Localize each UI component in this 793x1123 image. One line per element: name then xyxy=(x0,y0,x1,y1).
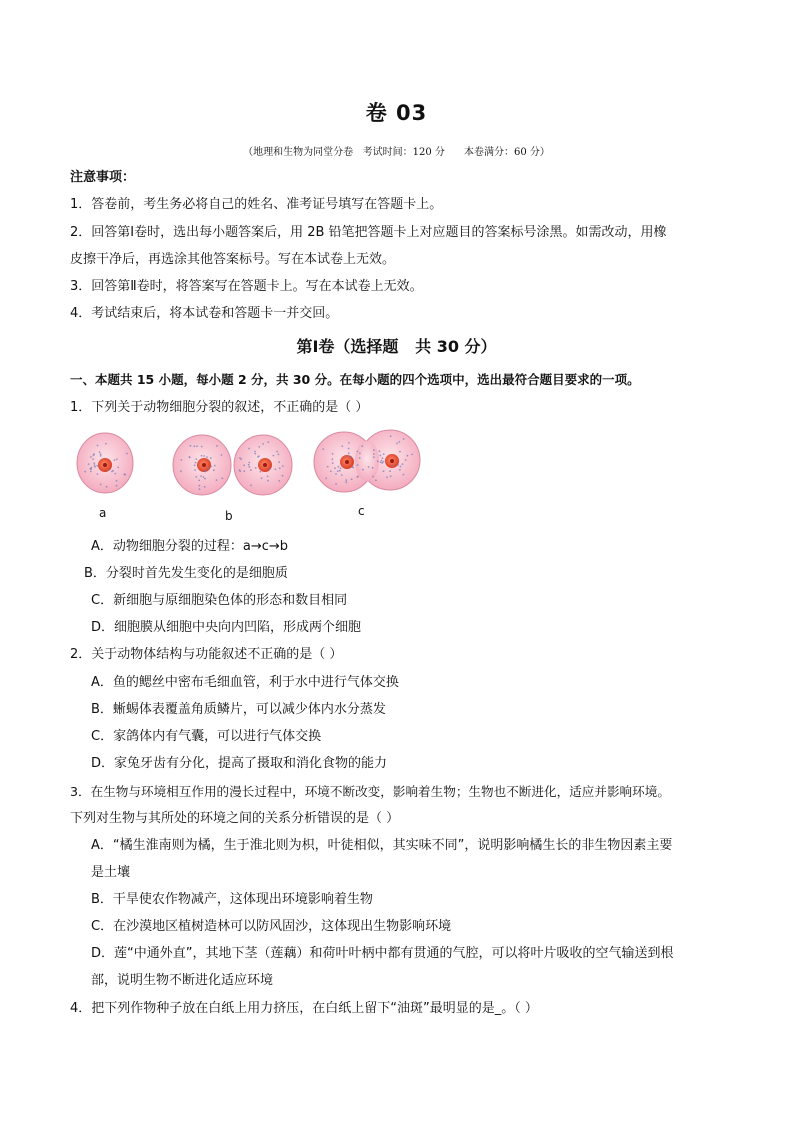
cytoplasm-dot xyxy=(334,467,336,469)
cell-a xyxy=(77,433,133,493)
cytoplasm-dot xyxy=(254,453,256,455)
cytoplasm-dot xyxy=(380,461,382,463)
cytoplasm-dot xyxy=(203,476,205,478)
cytoplasm-dot xyxy=(200,475,202,477)
cytoplasm-dot xyxy=(335,483,337,485)
cytoplasm-dot xyxy=(348,448,350,450)
figure-label-a: a xyxy=(99,506,107,520)
cytoplasm-dot xyxy=(196,445,198,447)
cytoplasm-dot xyxy=(359,457,361,459)
cytoplasm-dot xyxy=(88,463,90,465)
cytoplasm-dot xyxy=(93,453,95,455)
question-3-option-a: A．“橘生淮南则为橘，生于淮北则为枳，叶徒相似，其实味不同”，说明影响橘生长的非生物因素主要 xyxy=(91,838,673,853)
question-2-option-c: C．家鸽体内有气囊，可以进行气体交换 xyxy=(91,729,322,744)
question-1-option-a: A．动物细胞分裂的过程：a→c→b xyxy=(91,539,289,554)
cytoplasm-dot xyxy=(210,457,212,459)
cytoplasm-dot xyxy=(273,455,275,457)
cytoplasm-dot xyxy=(204,478,206,480)
cytoplasm-dot xyxy=(379,450,381,452)
cytoplasm-dot xyxy=(261,477,263,479)
question-2-option-a: A．鱼的鳃丝中密布毛细血管，利于水中进行气体交换 xyxy=(91,675,399,690)
cytoplasm-dot xyxy=(348,442,350,444)
cytoplasm-dot xyxy=(337,466,339,468)
cytoplasm-dot xyxy=(248,462,250,464)
cytoplasm-dot xyxy=(221,454,223,456)
question-3-stem: 3．在生物与环境相互作用的漫长过程中，环境不断改变，影响着生物；生物也不断进化，适应并影响环境。 xyxy=(70,784,670,799)
cytoplasm-dot xyxy=(274,468,276,470)
cytoplasm-dot xyxy=(267,441,269,443)
notice-item-2-cont: 皮擦干净后，再选涂其他答案标号。写在本试卷上无效。 xyxy=(70,252,396,267)
question-1-option-b: B．分裂时首先发生变化的是细胞质 xyxy=(84,566,288,581)
question-2-option-d: D．家兔牙齿有分化，提高了摄取和消化食物的能力 xyxy=(91,756,388,771)
cytoplasm-dot xyxy=(379,455,381,457)
cytoplasm-dot xyxy=(362,469,364,471)
question-2-stem: 2．关于动物体结构与功能叙述不正确的是（ ） xyxy=(70,647,343,662)
question-3-option-d-cont: 部，说明生物不断进化适应环境 xyxy=(91,973,274,988)
cytoplasm-dot xyxy=(357,451,359,453)
cytoplasm-dot xyxy=(248,464,250,466)
cytoplasm-dot xyxy=(116,480,118,482)
cytoplasm-dot xyxy=(407,455,409,457)
cytoplasm-dot xyxy=(390,435,392,437)
question-3-option-b: B．干旱使农作物减产，这体现出环境影响着生物 xyxy=(91,892,373,907)
cytoplasm-dot xyxy=(243,470,245,472)
cytoplasm-dot xyxy=(282,475,284,477)
cytoplasm-dot xyxy=(361,445,363,447)
exam-info: （地理和生物为同堂分卷 考试时间：120 分 本卷满分：60 分） xyxy=(243,147,550,158)
cytoplasm-dot xyxy=(372,467,374,469)
cytoplasm-dot xyxy=(269,468,271,470)
cytoplasm-dot xyxy=(99,451,101,453)
question-3-stem-cont: 下列对生物与其所处的环境之间的关系分析错误的是（ ） xyxy=(70,811,400,826)
cytoplasm-dot xyxy=(91,467,93,469)
cytoplasm-dot xyxy=(250,484,252,486)
question-2-option-b: B．蜥蜴体表覆盖角质鳞片，可以减少体内水分蒸发 xyxy=(91,702,386,717)
cytoplasm-dot xyxy=(383,470,385,472)
cytoplasm-dot xyxy=(97,473,99,475)
cytoplasm-dot xyxy=(97,445,99,447)
cytoplasm-dot xyxy=(335,473,337,475)
cytoplasm-dot xyxy=(189,445,191,447)
cytoplasm-dot xyxy=(262,443,264,445)
cytoplasm-dot xyxy=(267,480,269,482)
cytoplasm-dot xyxy=(339,470,341,472)
cytoplasm-dot xyxy=(373,456,375,458)
cytoplasm-dot xyxy=(393,465,395,467)
cytoplasm-dot xyxy=(92,458,94,460)
cytoplasm-dot xyxy=(403,474,405,476)
cytoplasm-dot xyxy=(352,467,354,469)
cell-division-diagram xyxy=(76,428,436,528)
cytoplasm-dot xyxy=(325,477,327,479)
cytoplasm-dot xyxy=(351,478,353,480)
cytoplasm-dot xyxy=(180,470,182,472)
cytoplasm-dot xyxy=(373,453,375,455)
cytoplasm-dot xyxy=(377,460,379,462)
cytoplasm-dot xyxy=(330,470,332,472)
cytoplasm-dot xyxy=(111,471,113,473)
cytoplasm-dot xyxy=(383,461,385,463)
question-3-option-d: D．莲“中通外直”，其地下茎（莲藕）和荷叶叶柄中都有贯通的气腔，可以将叶片吸收的空气输送到根 xyxy=(91,946,674,961)
cytoplasm-dot xyxy=(195,476,197,478)
cytoplasm-dot xyxy=(213,469,215,471)
cytoplasm-dot xyxy=(248,466,250,468)
cytoplasm-dot xyxy=(282,465,284,467)
cytoplasm-dot xyxy=(214,465,216,467)
cytoplasm-dot xyxy=(382,457,384,459)
notice-item-4: 4．考试结束后，将本试卷和答题卡一并交回。 xyxy=(70,306,339,321)
question-4-stem: 4．把下列作物种子放在白纸上用力挤压，在白纸上留下“油斑”最明显的是_。（ ） xyxy=(70,1001,538,1016)
cytoplasm-dot xyxy=(94,466,96,468)
cytoplasm-dot xyxy=(341,474,343,476)
cell-division-figure xyxy=(76,428,436,528)
cytoplasm-dot xyxy=(402,463,404,465)
cytoplasm-dot xyxy=(114,459,116,461)
cytoplasm-dot xyxy=(399,441,401,443)
cytoplasm-dot xyxy=(193,445,195,447)
cytoplasm-dot xyxy=(397,464,399,466)
cytoplasm-dot xyxy=(206,456,208,458)
cytoplasm-dot xyxy=(204,486,206,488)
cytoplasm-dot xyxy=(254,451,256,453)
cytoplasm-dot xyxy=(356,476,358,478)
cytoplasm-dot xyxy=(345,479,347,481)
cytoplasm-dot xyxy=(199,488,201,490)
cytoplasm-dot xyxy=(372,476,374,478)
figure-label-c: c xyxy=(358,504,365,518)
cell-b-left xyxy=(173,435,231,495)
cytoplasm-dot xyxy=(243,464,245,466)
notice-item-3: 3．回答第Ⅱ卷时，将答案写在答题卡上。写在本试卷上无效。 xyxy=(70,279,423,294)
cytoplasm-dot xyxy=(93,462,95,464)
cytoplasm-dot xyxy=(373,449,375,451)
question-1-option-d: D．细胞膜从细胞中央向内凹陷，形成两个细胞 xyxy=(91,620,362,635)
cytoplasm-dot xyxy=(201,455,203,457)
cytoplasm-dot xyxy=(116,458,118,460)
cytoplasm-dot xyxy=(258,455,260,457)
cytoplasm-dot xyxy=(100,453,102,455)
cytoplasm-dot xyxy=(405,459,407,461)
cytoplasm-dot xyxy=(359,452,361,454)
question-1-stem: 1．下列关于动物细胞分裂的叙述，不正确的是（ ） xyxy=(70,400,369,415)
cytoplasm-dot xyxy=(216,445,218,447)
cytoplasm-dot xyxy=(347,455,349,457)
cytoplasm-dot xyxy=(389,470,391,472)
figure-label-b: b xyxy=(225,509,233,523)
cytoplasm-dot xyxy=(411,454,413,456)
notice-item-2: 2．回答第Ⅰ卷时，选出每小题答案后，用 2B 铅笔把答题卡上对应题目的答案标号涂黑。如需改动，用橡 xyxy=(70,225,667,240)
question-3-option-a-cont: 是土壤 xyxy=(91,865,131,880)
cytoplasm-dot xyxy=(350,456,352,458)
cytoplasm-dot xyxy=(259,471,261,473)
cytoplasm-dot xyxy=(90,456,92,458)
cytoplasm-dot xyxy=(117,467,119,469)
cytoplasm-dot xyxy=(332,458,334,460)
cytoplasm-dot xyxy=(383,453,385,455)
notice-heading: 注意事项： xyxy=(70,170,136,185)
cytoplasm-dot xyxy=(189,456,191,458)
cytoplasm-dot xyxy=(396,443,398,445)
cytoplasm-dot xyxy=(100,484,102,486)
cytoplasm-dot xyxy=(341,445,343,447)
cytoplasm-dot xyxy=(210,466,212,468)
cytoplasm-dot xyxy=(239,457,241,459)
cytoplasm-dot xyxy=(84,471,86,473)
cytoplasm-dot xyxy=(327,466,329,468)
cytoplasm-dot xyxy=(390,475,392,477)
cytoplasm-dot xyxy=(403,438,405,440)
cytoplasm-dot xyxy=(400,466,402,468)
cytoplasm-dot xyxy=(255,467,257,469)
cytoplasm-dot xyxy=(221,477,223,479)
cytoplasm-dot xyxy=(278,480,280,482)
cytoplasm-dot xyxy=(116,485,118,487)
cytoplasm-dot xyxy=(332,453,334,455)
cytoplasm-dot xyxy=(248,448,250,450)
cytoplasm-dot xyxy=(322,448,324,450)
cytoplasm-dot xyxy=(216,479,218,481)
cytoplasm-dot xyxy=(278,454,280,456)
cytoplasm-dot xyxy=(90,471,92,473)
cytoplasm-dot xyxy=(96,465,98,467)
cytoplasm-dot xyxy=(340,467,342,469)
cytoplasm-dot xyxy=(368,466,370,468)
cytoplasm-dot xyxy=(195,462,197,464)
cytoplasm-dot xyxy=(332,462,334,464)
cytoplasm-dot xyxy=(203,455,205,457)
cytoplasm-dot xyxy=(357,464,359,466)
cytoplasm-dot xyxy=(106,486,108,488)
cytoplasm-dot xyxy=(239,469,241,471)
cytoplasm-dot xyxy=(337,470,339,472)
question-3-option-c: C．在沙漠地区植树造林可以防风固沙，这体现出生物影响环境 xyxy=(91,919,452,934)
cytoplasm-dot xyxy=(107,469,109,471)
cytoplasm-dot xyxy=(105,443,107,445)
cytoplasm-dot xyxy=(115,473,117,475)
cytoplasm-dot xyxy=(399,469,401,471)
cytoplasm-dot xyxy=(195,458,197,460)
cytoplasm-dot xyxy=(94,464,96,466)
cytoplasm-dot xyxy=(124,474,126,476)
section-instruction: 一、本题共 15 小题，每小题 2 分，共 30 分。在每小题的四个选项中，选出最符合题目要求的一项。 xyxy=(70,372,640,387)
cytoplasm-dot xyxy=(386,476,388,478)
cytoplasm-dot xyxy=(258,446,260,448)
cytoplasm-dot xyxy=(194,469,196,471)
cytoplasm-dot xyxy=(276,451,278,453)
cytoplasm-dot xyxy=(198,480,200,482)
cytoplasm-dot xyxy=(194,464,196,466)
cytoplasm-dot xyxy=(381,460,383,462)
cytoplasm-dot xyxy=(267,476,269,478)
cytoplasm-dot xyxy=(181,459,183,461)
notice-item-1: 1．答卷前，考生务必将自己的姓名、准考证号填写在答题卡上。 xyxy=(70,197,443,212)
question-1-option-c: C．新细胞与原细胞染色体的形态和数目相同 xyxy=(91,593,348,608)
cytoplasm-dot xyxy=(399,451,401,453)
cytoplasm-dot xyxy=(278,461,280,463)
cytoplasm-dot xyxy=(348,452,350,454)
cytoplasm-dot xyxy=(279,467,281,469)
cytoplasm-dot xyxy=(199,485,201,487)
cytoplasm-dot xyxy=(204,470,206,472)
cytoplasm-dot xyxy=(201,446,203,448)
cytoplasm-dot xyxy=(126,453,128,455)
cytoplasm-dot xyxy=(250,469,252,471)
cytoplasm-dot xyxy=(207,468,209,470)
section-title: 第Ⅰ卷（选择题 共 30 分） xyxy=(296,337,497,356)
cytoplasm-dot xyxy=(345,481,347,483)
page-title: 卷 03 xyxy=(365,101,428,125)
cytoplasm-dot xyxy=(100,455,102,457)
cytoplasm-dot xyxy=(375,479,377,481)
